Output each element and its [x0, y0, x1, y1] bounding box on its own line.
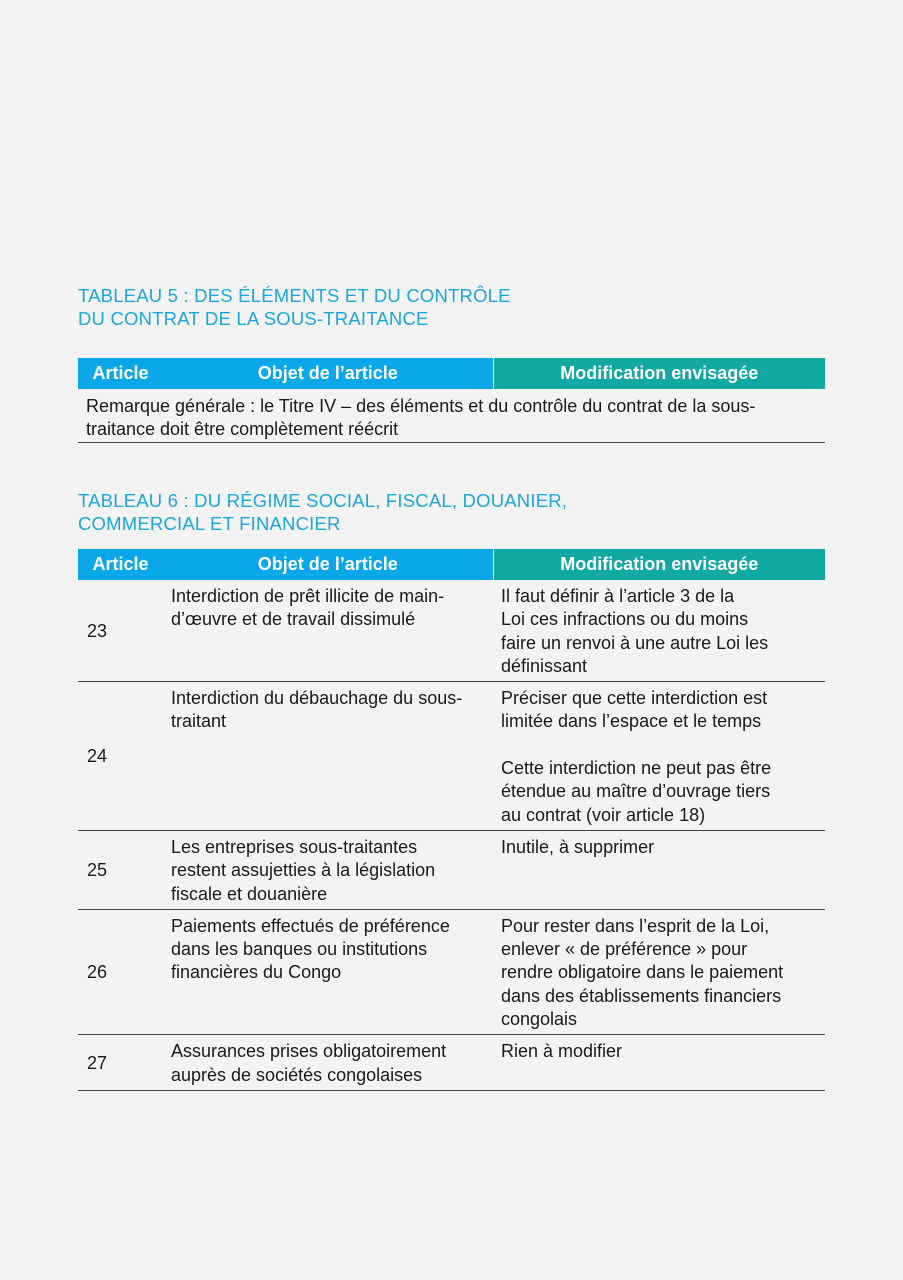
header-modification: Modification envisagée: [493, 358, 825, 389]
table-row: [78, 682, 825, 831]
text-line: Rien à modifier: [501, 1041, 623, 1062]
text-line: Pour rester dans l’esprit de la Loi,: [501, 915, 770, 936]
text-line: enlever « de préférence » pour: [501, 939, 748, 960]
table-row: [78, 580, 825, 682]
tableau6-title: [78, 489, 567, 535]
text-line: Préciser que cette interdiction est: [501, 688, 768, 709]
article-objet: [163, 909, 493, 1034]
article-objet: [163, 830, 493, 909]
text-line: fiscale et douanière: [171, 883, 328, 904]
text-line: Interdiction de prêt illicite de main-: [171, 586, 445, 606]
tableau6-header-row: [78, 549, 825, 580]
tableau5-header-row: [78, 358, 825, 389]
text-line: auprès de sociétés congolaises: [171, 1064, 423, 1085]
text-line: Cette interdiction ne peut pas être: [501, 758, 772, 779]
table-row: [78, 909, 825, 1034]
header-article: Article: [78, 358, 163, 389]
article-number: 24: [78, 682, 163, 831]
text-line: Loi ces infractions ou du moins: [501, 609, 749, 630]
text-line: Il faut définir à l’article 3 de la: [501, 586, 735, 606]
table-row: [78, 389, 825, 443]
text-line: au contrat (voir article 18): [501, 804, 706, 825]
article-objet: [163, 682, 493, 831]
article-modification: [493, 682, 825, 831]
text-line: restent assujetties à la législation: [171, 860, 436, 881]
article-objet: [163, 1035, 493, 1091]
general-remark-line1: Remarque générale : le Titre IV – des éléments et du contrôle du contrat de la sous-: [86, 396, 756, 416]
header-modification: Modification envisagée: [493, 549, 825, 580]
text-line: étendue au maître d’ouvrage tiers: [501, 781, 771, 802]
text-line: congolais: [501, 1009, 578, 1030]
text-line: financières du Congo: [171, 962, 342, 983]
text-line: définissant: [501, 655, 588, 676]
general-remark: [78, 389, 825, 443]
tableau6-table: [78, 549, 825, 1091]
article-modification: [493, 580, 825, 682]
article-number: 25: [78, 830, 163, 909]
text-line: dans les banques ou institutions: [171, 939, 428, 960]
text-line: d’œuvre et de travail dissimulé: [171, 609, 416, 630]
article-modification: [493, 909, 825, 1034]
article-number: 23: [78, 580, 163, 682]
tableau6: [78, 549, 825, 1091]
header-article: Article: [78, 549, 163, 580]
tableau5-table: [78, 358, 825, 443]
text-line: rendre obligatoire dans le paiement: [501, 962, 784, 983]
text-line: limitée dans l’espace et le temps: [501, 711, 762, 732]
paragraph-gap: [501, 734, 817, 757]
tableau5-title: [78, 284, 511, 330]
text-line: traitant: [171, 711, 227, 732]
text-line: dans des établissements financiers: [501, 985, 782, 1006]
article-modification: [493, 1035, 825, 1091]
article-number: 27: [78, 1035, 163, 1091]
article-modification: [493, 830, 825, 909]
tableau6-title-line1: TABLEAU 6 : DU RÉGIME SOCIAL, FISCAL, DOUANIER,: [78, 490, 568, 511]
text-line: Interdiction du débauchage du sous-: [171, 688, 463, 709]
general-remark-line2: traitance doit être complètement réécrit: [86, 419, 399, 439]
text-line: Assurances prises obligatoirement: [171, 1041, 447, 1062]
tableau5-title-line2: DU CONTRAT DE LA SOUS-TRAITANCE: [78, 308, 429, 329]
tableau6-title-line2: COMMERCIAL ET FINANCIER: [78, 513, 341, 534]
text-line: Les entreprises sous-traitantes: [171, 836, 418, 857]
table-row: [78, 830, 825, 909]
article-objet: [163, 580, 493, 682]
table-row: [78, 1035, 825, 1091]
tableau5: [78, 358, 825, 443]
text-line: faire un renvoi à une autre Loi les: [501, 632, 769, 653]
article-number: 26: [78, 909, 163, 1034]
header-objet: Objet de l’article: [163, 549, 493, 580]
text-line: Paiements effectués de préférence: [171, 915, 450, 936]
text-line: Inutile, à supprimer: [501, 836, 655, 857]
tableau5-title-line1: TABLEAU 5 : DES ÉLÉMENTS ET DU CONTRÔLE: [78, 285, 511, 306]
header-objet: Objet de l’article: [163, 358, 493, 389]
